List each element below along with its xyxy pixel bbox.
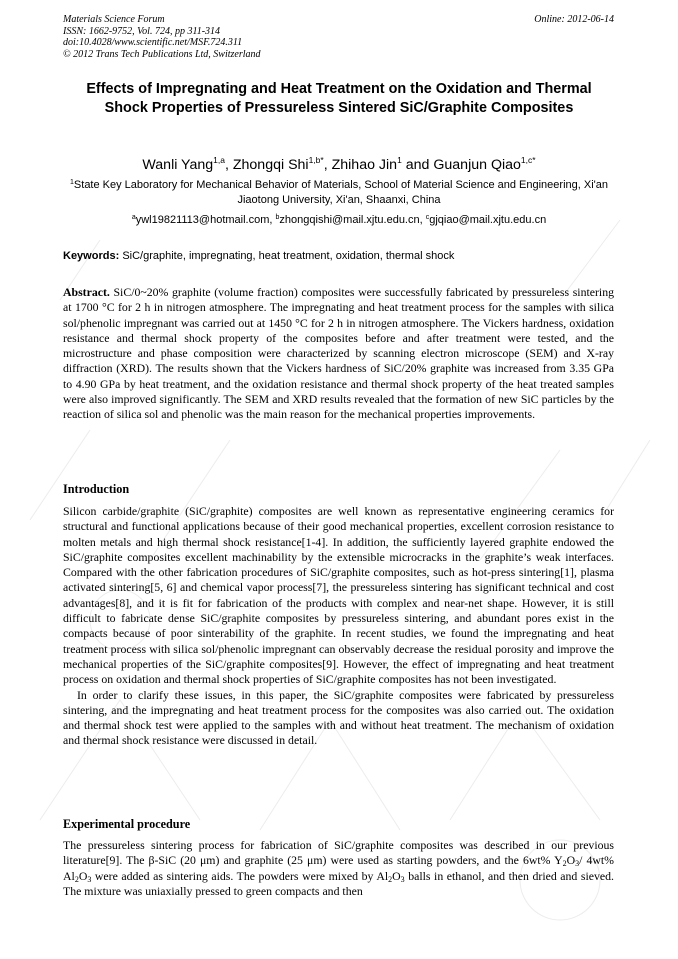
email-sup: c (425, 214, 430, 221)
email-address[interactable]: gjqiao@mail.xjtu.edu.cn (429, 214, 547, 226)
email-list (60, 211, 618, 227)
text-run: O (566, 853, 576, 868)
subscript: 3 (87, 874, 92, 884)
affiliation-sup: 1 (70, 179, 74, 186)
author-list (40, 150, 638, 175)
email-address[interactable]: zhongqishi@mail.xjtu.edu.cn (279, 214, 420, 226)
subscript: 3 (400, 874, 405, 884)
keywords-label: Keywords: (63, 250, 120, 262)
paragraph: Silicon carbide/graphite (SiC/graphite) composites are well known as representative engineering ceramics for structural and functional applications because of their good mechanical properties, excellent corrosion resistance to molten metals and high thermal shock resistance[1-4]. In addition, the sufficiently layered graphite endowed the SiC/graphite composites excellent machinability by the extensible microcracks in the graphite’s weak interfaces. Compared with the other fabrication procedures of SiC/graphite composites, such as hot-press sintering[1], plasma activated sintering[5, 6] and chemical vapor process[7], the pressureless sintering has significant technical and cost advantages[8], and it is fit for fabrication of the products with complex and near-net shape. However, it is still difficult to fabricate dense SiC/graphite composites by pressureless sintering, and abundant pores exist in the compacts because of poor sinterability of the graphite. In recent studies, we found the impregnating and heat treatment process with silica sol/phenolic impregnant can observably decrease the residual porosity and improve the mechanical properties of the SiC/graphite composites[9]. However, the effect of impregnating and heat treatment process on oxidation and thermal shock properties of SiC/graphite composites has not been investigated. (63, 504, 614, 687)
email-sup: a (131, 214, 136, 221)
subscript: 2 (388, 874, 393, 884)
abstract (63, 285, 614, 423)
introduction-heading: Introduction (63, 482, 130, 496)
text-run: balls in ethanol, and then dried and sieved. The mixture was uniaxially pressed to green compacts and then (63, 868, 614, 898)
paragraph: In order to clarify these issues, in this paper, the SiC/graphite composites were fabricated by pressureless sintering, and the impregnating and heat treatment process for the composites was also carried out. The oxidation and thermal shock test were applied to the samples with and without heat treatment. The mechanism of oxidation and thermal shock resistance were discussed in detail. (63, 687, 614, 748)
introduction-body (63, 504, 614, 749)
text-run: were added as sintering aids. The powders were mixed by Al (91, 868, 389, 883)
author-name: Zhongqi Shi (232, 157, 309, 173)
text-run: The pressureless sintering process for fabrication of SiC/graphite composites was described in our previous literature[9]. The β-SiC (20 μm) and graphite (25 μm) were used as starting powders, and the 6wt% Y (63, 838, 614, 868)
author-sep: , (224, 157, 233, 173)
journal-name: Materials Science Forum (63, 14, 165, 25)
abstract-label: Abstract. (63, 285, 110, 299)
author-sep: and (401, 157, 434, 173)
author-sep: , (323, 157, 332, 173)
keywords (63, 249, 454, 263)
abstract-text: SiC/0~20% graphite (volume fraction) composites were successfully fabricated by pressureless sintering at 1700 °C for 2 h in nitrogen atmosphere. The impregnating and heat treatment process for the samples with silica sol/phenolic impregnant was carried out at 1450 °C for 2 h in nitrogen atmosphere. The Vickers hardness, oxidation resistance and thermal shock property of the composites before and after treatment were tested, and the microstructure and phase composition were characterized by scanning electron microscope (SEM) and X-ray diffraction (XRD). The results shown that the Vickers hardness of SiC/20% graphite was increased from 3.35 GPa to 4.90 GPa by heat treatment, and the oxidation resistance and thermal shock property of the heat treated samples were also improved significantly. The SEM and XRD results revealed that the formation of new SiC particles by the reaction of silica sol and phenolic was the main reason for the mechanical properties improvements. (63, 285, 614, 422)
author-name: Guanjun Qiao (433, 157, 521, 173)
author-sup: 1,c* (520, 155, 536, 165)
subscript: 2 (562, 859, 567, 869)
keywords-text: SiC/graphite, impregnating, heat treatment, oxidation, thermal shock (122, 250, 455, 262)
experimental-body (63, 838, 614, 899)
paper-title: Effects of Impregnating and Heat Treatment on the Oxidation and Thermal Shock Properties of Pressureless Sintered SiC/Graphite Composites (86, 81, 592, 116)
email-sep: , (269, 214, 276, 226)
email-sup: b (275, 214, 280, 221)
author-name: Wanli Yang (142, 157, 214, 173)
author-sup: 1 (397, 155, 402, 165)
affiliation-text: State Key Laboratory for Mechanical Behavior of Materials, School of Material Science and Engineering, Xi'an Jiaotong University, Xi'an, Shaanxi, China (73, 179, 608, 206)
email-sep: , (419, 214, 426, 226)
journal-header (63, 14, 261, 60)
copyright: © 2012 Trans Tech Publications Ltd, Switzerland (63, 48, 261, 60)
author-sup: 1,a (213, 155, 225, 165)
paragraph (63, 838, 614, 899)
author-name: Zhihao Jin (331, 157, 398, 173)
subscript: 2 (74, 874, 79, 884)
affiliation (70, 176, 608, 207)
online-date: Online: 2012-06-14 (534, 14, 614, 25)
text-run: O (392, 868, 401, 883)
text-run: O (78, 868, 88, 883)
subscript: 3 (575, 859, 580, 869)
doi: doi:10.4028/www.scientific.net/MSF.724.311 (63, 37, 243, 48)
author-sup: 1,b* (308, 155, 324, 165)
text-run: / 4wt% Al (63, 853, 614, 883)
issn: ISSN: 1662-9752, Vol. 724, pp 311-314 (63, 25, 221, 37)
email-address[interactable]: ywl19821113@hotmail.com (135, 214, 270, 226)
experimental-heading: Experimental procedure (63, 817, 191, 831)
